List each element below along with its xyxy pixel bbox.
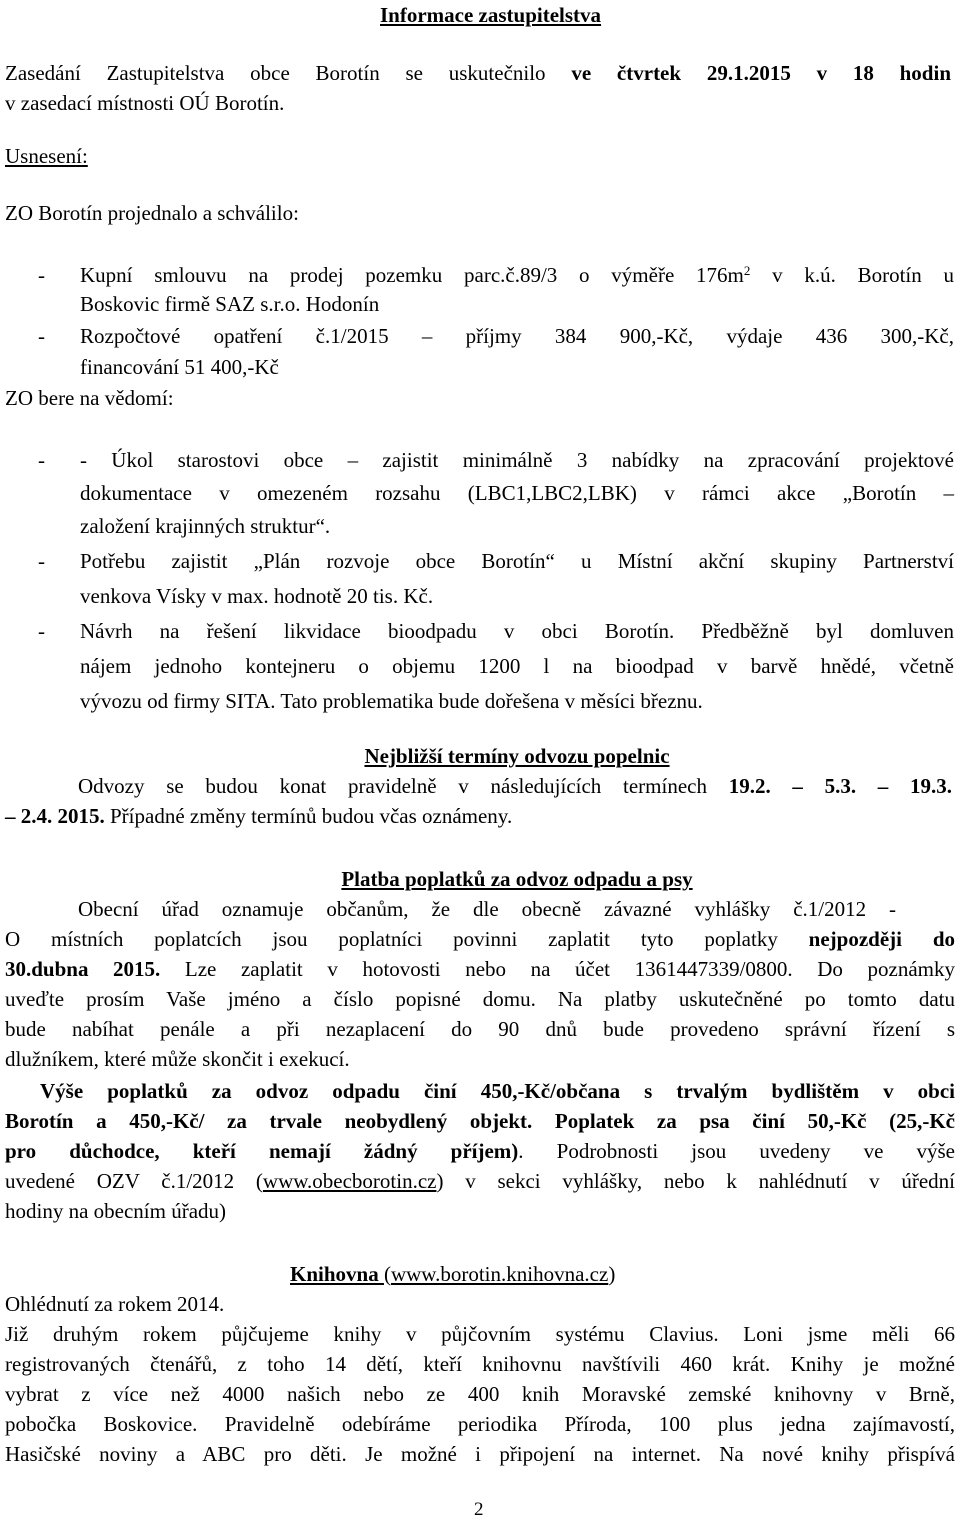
- fees-line-5: bude nabíhat penále a při nezaplacení do 90 dnů bude provedeno správní řízení s: [5, 1017, 955, 1041]
- approved-item-1-line-2: Boskovic firmě SAZ s.r.o. Hodonín: [80, 292, 380, 316]
- library-line-2: Již druhým rokem půjčujeme knihy v půjčovním systému Clavius. Loni jsme měli 66: [5, 1322, 955, 1346]
- page-number: 2: [474, 1499, 484, 1520]
- bullet-dash: -: [38, 619, 45, 643]
- bins-heading: Nejbližší termíny odvozu popelnic: [364, 744, 670, 768]
- noted-item-1-line-3: založení krajinných struktur“.: [80, 514, 331, 538]
- fees-line-3: 30.dubna 2015. Lze zaplatit v hotovosti nebo na účet 1361447339/0800. Do poznámky: [5, 957, 955, 981]
- resolution-label: Usnesení:: [5, 144, 88, 168]
- page-title: Informace zastupitelstva: [380, 3, 602, 27]
- noted-item-3-line-1: Návrh na řešení likvidace bioodpadu v obci Borotín. Předběžně byl domluven: [80, 619, 954, 643]
- noted-label: ZO bere na vědomí:: [5, 386, 174, 410]
- bullet-dash: -: [38, 324, 45, 348]
- bullet-dash: -: [38, 448, 45, 472]
- fees-line-11: hodiny na obecním úřadu): [5, 1199, 227, 1223]
- fees-line-4: uveďte prosím Vaše jméno a číslo popisné domu. Na platby uskutečněné po tomto datu: [5, 987, 955, 1011]
- noted-item-2-line-2: venkova Vísky v max. hodnotě 20 tis. Kč.: [80, 584, 434, 608]
- noted-item-1-line-2: dokumentace v omezeném rozsahu (LBC1,LBC2,LBK) v rámci akce „Borotín –: [80, 481, 954, 505]
- library-line-5: pobočka Boskovice. Pravidelně odebíráme periodika Příroda, 100 plus jedna zajímavostí,: [5, 1412, 955, 1436]
- obecborotin-link[interactable]: www.obecborotin.cz: [262, 1169, 437, 1193]
- fees-line-9: pro důchodce, kteří nemají žádný příjem). Podrobnosti jsou uvedeny ve výše: [5, 1139, 955, 1163]
- knihovna-link[interactable]: www.borotin.knihovna.cz: [390, 1262, 609, 1286]
- bins-line-2: – 2.4. 2015. Případné změny termínů budou včas oznámeny.: [5, 804, 513, 828]
- intro-line-2: v zasedací místnosti OÚ Borotín.: [5, 91, 285, 115]
- fees-line-6: dlužníkem, které může skončit i exekucí.: [5, 1047, 350, 1071]
- fees-line-7: Výše poplatků za odvoz odpadu činí 450,-Kč/občana s trvalým bydlištěm v obci: [40, 1079, 955, 1103]
- approved-item-2-line-2: financování 51 400,-Kč: [80, 355, 279, 379]
- library-line-1: Ohlédnutí za rokem 2014.: [5, 1292, 225, 1316]
- intro-line-1: Zasedání Zastupitelstva obce Borotín se uskutečnilo ve čtvrtek 29.1.2015 v 18 hodin: [5, 61, 951, 85]
- fees-line-8: Borotín a 450,-Kč/ za trvale neobydlený objekt. Poplatek za psa činí 50,-Kč (25,-Kč: [5, 1109, 955, 1133]
- fees-line-2: O místních poplatcích jsou poplatníci povinni zaplatit tyto poplatky nejpozději do: [5, 927, 955, 951]
- bullet-dash: -: [38, 549, 45, 573]
- library-heading: Knihovna (www.borotin.knihovna.cz): [290, 1262, 616, 1286]
- library-line-6: Hasičské noviny a ABC pro děti. Je možné i připojení na internet. Na nové knihy přispívá: [5, 1442, 955, 1466]
- fees-line-10: uvedené OZV č.1/2012 (www.obecborotin.cz) v sekci vyhlášky, nebo k nahlédnutí v úřední: [5, 1169, 955, 1193]
- bins-line-1: Odvozy se budou konat pravidelně v následujících termínech 19.2. – 5.3. – 19.3.: [78, 774, 953, 798]
- approved-label: ZO Borotín projednalo a schválilo:: [5, 201, 299, 225]
- bullet-dash: -: [38, 263, 45, 287]
- approved-item-1-line-1: Kupní smlouvu na prodej pozemku parc.č.89/3 o výměře $176m^2$ v k.ú. Borotín u: [80, 263, 954, 287]
- noted-item-2-line-1: Potřebu zajistit „Plán rozvoje obce Borotín“ u Místní akční skupiny Partnerství: [80, 549, 954, 573]
- noted-item-1-line-1: - Úkol starostovi obce – zajistit minimálně 3 nabídky na zpracování projektové: [80, 448, 954, 472]
- fees-line-1: Obecní úřad oznamuje občanům, že dle obecně závazné vyhlášky č.1/2012 -: [78, 897, 896, 921]
- approved-item-2-line-1: Rozpočtové opatření č.1/2015 – příjmy 384 900,-Kč, výdaje 436 300,-Kč,: [80, 324, 954, 348]
- noted-item-3-line-3: vývozu od firmy SITA. Tato problematika bude dořešena v měsíci březnu.: [80, 689, 703, 713]
- library-line-4: vybrat z více než 4000 našich nebo ze 400 knih Moravské zemské knihovny v Brně,: [5, 1382, 955, 1406]
- fees-heading: Platba poplatků za odvoz odpadu a psy: [341, 867, 693, 891]
- library-line-3: registrovaných čtenářů, z toho 14 dětí, kteří knihovnu navštívili 460 krát. Knihy je možné: [5, 1352, 955, 1376]
- noted-item-3-line-2: nájem jednoho kontejneru o objemu 1200 l na bioodpad v barvě hnědé, včetně: [80, 654, 954, 678]
